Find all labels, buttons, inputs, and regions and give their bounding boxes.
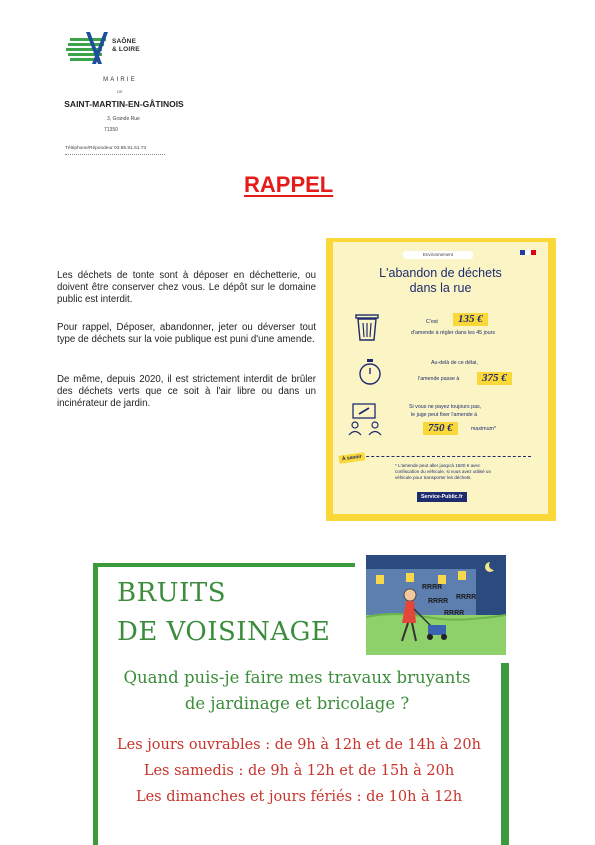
poster-footnote: * L'amende peut aller jusqu'à 1500 € avec confiscation du véhicule, si vous avez utilisé un véhicule pour transporter les déchets. [395,463,492,480]
fine1-label: C'est [426,319,438,325]
green-frame-left [93,563,98,845]
schedule-weekdays: Les jours ouvrables : de 9h à 12h et de 14h à 20h [117,737,481,753]
fine3-text-line1: Si vous ne payez toujours pas, [409,404,482,410]
de-label: DE [117,89,123,94]
svg-text:RRRR: RRRR [428,598,449,605]
svg-text:RRRR: RRRR [422,584,443,591]
logo-text: SAÔNE & LOIRE [112,38,140,53]
bruits-title-line1: BRUITS [117,578,227,608]
poster-title-line1: L'abandon de déchets [379,266,502,280]
svg-text:RRRR: RRRR [444,610,465,617]
fine3-suffix: maximum* [471,426,497,432]
judge-icon [347,402,387,436]
fine2-text-line2: l'amende passe à [418,376,460,382]
saone-et-loire-logo [66,28,156,68]
address: 3, Grande Rue [107,116,140,122]
poster-panel [333,242,548,514]
french-flag-icon [520,250,536,255]
trash-bin-icon [353,312,381,342]
a-savoir-badge: À savoir [339,452,366,464]
page-title: RAPPEL [244,172,334,197]
fine3-text-line2: le juge peut fixer l'amende à [411,412,478,418]
postcode: 71350 [104,127,118,133]
question-line2: de jardinage et bricolage ? [184,694,410,713]
schedule-sundays-holidays: Les dimanches et jours fériés : de 10h à 12h [135,789,463,805]
poster-tag: Environnement [403,251,473,259]
commune-name: SAINT-MARTIN-EN-GÂTINOIS [64,99,184,109]
question-line1: Quand puis-je faire mes travaux bruyants [123,668,471,687]
poster-divider [351,456,531,457]
fine1-text: d'amende à régler dans les 45 jours [411,330,496,336]
service-public-logo: Service-Public.fr [417,492,467,502]
paragraph-bruler: De même, depuis 2020, il est strictement interdit de brûler des déchets verts que ce soit à l'air libre ou dans un incinérateur de jardin. [57,374,316,410]
paragraph-tonte: Les déchets de tonte sont à déposer en déchetterie, ou doivent être conserver chez vous. Le dépôt sur le domaine public est interdit. [57,270,316,306]
fine2-amount: 375 € [477,372,512,385]
phone: Téléphone/Répondeur 03.85.91.51.73 [65,146,147,151]
fine3-amount: 750 € [423,422,458,435]
schedule-saturdays: Les samedis : de 9h à 12h et de 15h à 20h [143,763,455,779]
svg-text:RRRR: RRRR [456,594,477,601]
lawnmower-night-illustration [366,555,506,655]
bruits-title-line2: DE VOISINAGE [117,617,331,647]
stopwatch-icon [357,358,383,386]
green-frame-top [93,563,355,567]
paragraph-amende: Pour rappel, Déposer, abandonner, jeter ou déverser tout type de déchets sur la voie publique est puni d'une amende. [57,322,316,346]
fine1-amount: 135 € [453,313,488,326]
green-frame-right [501,663,509,845]
header-divider [65,154,165,155]
fine2-text-line1: Au-delà de ce délai, [431,360,478,366]
dechets-poster [326,238,556,521]
mairie-label: MAIRIE [103,77,137,83]
poster-title-line2: dans la rue [409,281,472,295]
